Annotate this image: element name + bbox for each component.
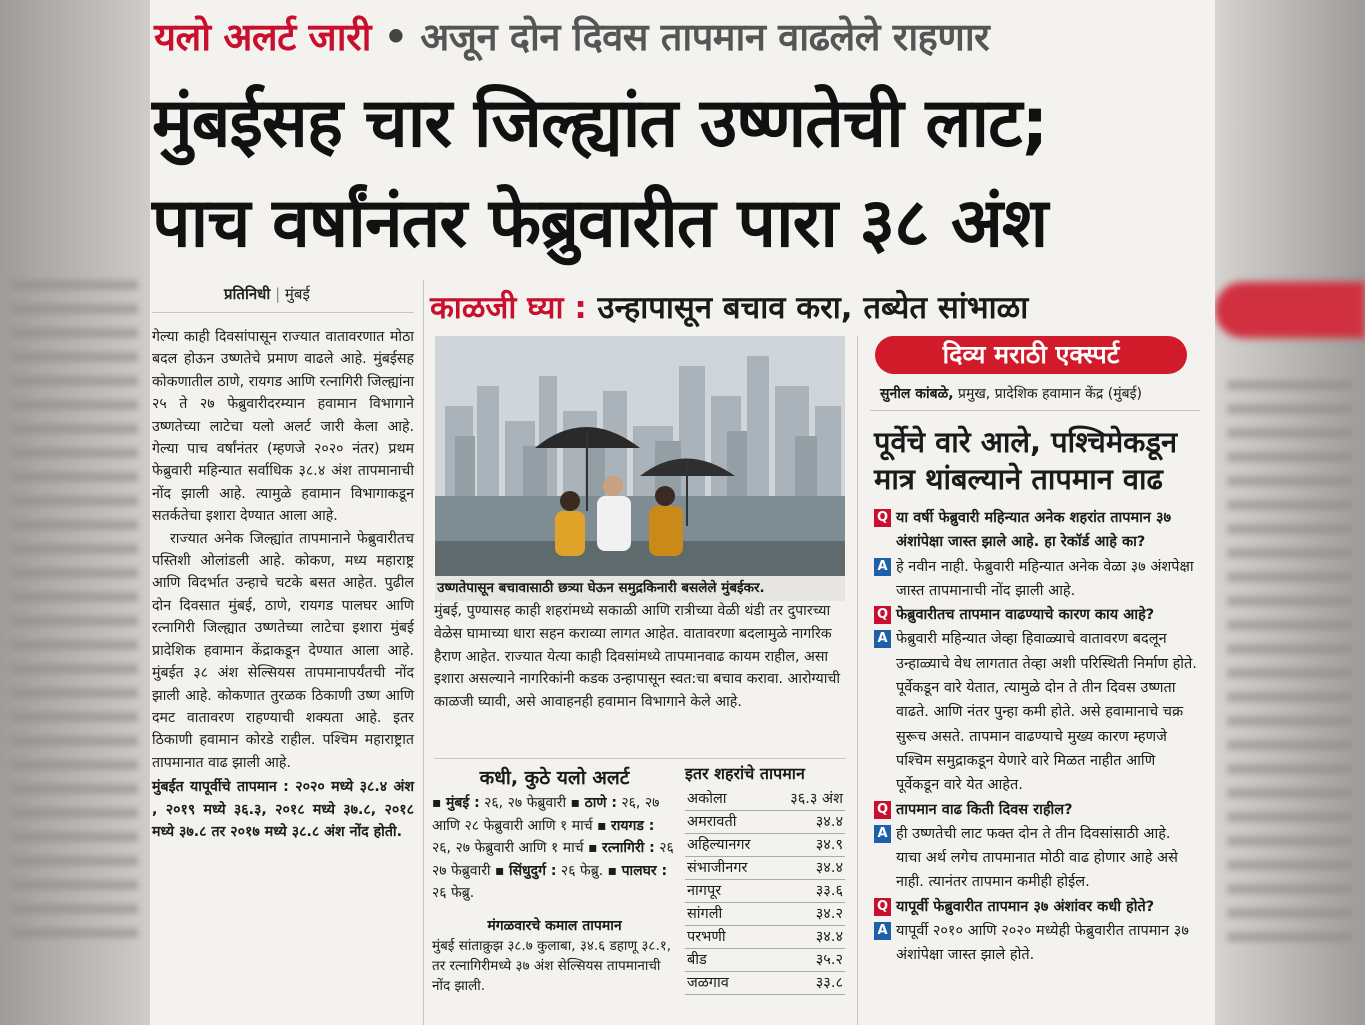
table-row [685,926,845,949]
kicker-line [154,10,989,62]
byline [224,284,310,304]
city-name: अहिल्यानगर [687,837,751,853]
answer-icon: A [874,630,891,648]
city-temp: ३३.६ [815,883,843,899]
city-temp: ३४.४ [815,814,843,830]
caution-text: उन्हापासून बचाव करा, तब्येत सांभाळा [597,290,1029,326]
city-temp: ३५.२ [815,952,843,968]
bullet-icon: ▪ [588,840,598,856]
headline [152,74,1048,274]
city-name: परभणी [687,929,726,945]
question-text: फेब्रुवारीतच तापमान वाढण्याचे कारण काय आहे? [896,607,1155,624]
answer [874,919,1199,968]
alert-place: ठाणे : [584,795,617,811]
bullet-icon: ▪ [570,795,581,811]
section-rule [434,758,846,759]
qa-list [874,506,1199,968]
question [874,506,1199,555]
expert-role: प्रमुख, प्रादेशिक हवामान केंद्र (मुंबई) [958,386,1142,402]
table-row [685,811,845,834]
yellow-alert-list [432,792,677,905]
answer-text: यापूर्वी २०१० आणि २०२० मध्येही फेब्रुवारीत तापमान ३७ अंशांपेक्षा जास्त झाले होते. [896,923,1189,964]
city-name: जळगाव [687,975,729,991]
tuesday-max-temp [432,916,677,996]
city-temp: ३४.९ [815,837,843,853]
city-table-title: इतर शहरांचे तापमान [685,764,805,783]
caution-story: मुंबई, पुण्यासह काही शहरांमध्ये सकाळी आणि रात्रीच्या वेळी थंडी तर दुपारच्या वेळेस घामाच्या धारा सहन कराव्या लागत आहेत. वातावरणा बदलामुळे नागरिक हैराण आहेत. राज्यात येत्या काही दिवसांमध्ये तापमानवाढ कायम राहील, असा इशारा असल्याने नागरिकांनी कडक उन्हापासून स्वत:चा बचाव करावा. आरोग्याची काळजी घ्यावी, असे आवाहनही हवामान विभागाने केले आहे. [434,603,841,711]
expert-name: सुनील कांबळे, [880,386,954,402]
city-name: बीड [687,952,707,968]
question-text: तापमान वाढ किती दिवस राहील? [896,801,1073,818]
city-temp: ३४.४ [815,860,843,876]
max-temp-title: मंगळवारचे कमाल तापमान [487,918,622,934]
city-temp: ३४.४ [815,929,843,945]
city-name: अमरावती [687,814,737,830]
table-row [685,949,845,972]
city-name: अकोला [687,791,727,807]
photo-caption: उष्णतेपासून बचावासाठी छत्र्या घेऊन समुद्रकिनारी बसलेले मुंबईकर. [435,576,845,601]
question-text: यापूर्वी फेब्रुवारीत तापमान ३७ अंशांवर कधी होते? [896,898,1155,915]
bullet-icon: ▪ [597,817,607,834]
alert-dates: २६, २७ फेब्रुवारी [484,795,567,811]
bullet-icon: ▪ [432,795,442,811]
question-text: या वर्षी फेब्रुवारी महिन्यात अनेक शहरांत तापमान ३७ अंशांपेक्षा जास्त झाले आहे. हा रेकॉर्ड आहे का? [896,510,1172,551]
byline-author: प्रतिनिधी [224,285,271,303]
table-row [685,972,845,995]
alert-dates: २६, २७ आणि २८ फेब्रुवारी आणि १ मार्च [432,795,660,834]
alert-dates: २६ फेब्रु. [432,885,475,901]
expert-badge: दिव्य मराठी एक्स्पर्ट [875,336,1187,374]
main-story [152,326,414,843]
main-story-paragraph-1: गेल्या काही दिवसांपासून राज्यात वातावरणात मोठा बदल होऊन उष्णतेचे प्रमाण वाढले आहे. मुंबईसह कोकणातील ठाणे, रायगड आणि रत्नागिरी जिल्ह्यांना २५ ते २७ फेब्रुवारीदरम्यान हवामान विभागाने उष्णतेच्या लाटेचा यलो अलर्ट जारी केला आहे. गेल्या पाच वर्षांनंतर (म्हणजे २०२० नंतर) प्रथम फेब्रुवारी महिन्यात सर्वाधिक ३८.४ अंश तापमानाची नोंद झाली आहे. त्यामुळे हवामान विभागाकडून सतर्कतेचा इशारा देण्यात आला आहे. [152,329,414,525]
city-temp: ३६.३ अंश [790,791,843,807]
question [874,603,1199,627]
question-icon: Q [874,606,891,624]
beach-umbrella-photo [435,336,845,576]
main-story-paragraph-2: राज्यात अनेक जिल्ह्यांत तापमानाने फेब्रुवारीतच पस्तिशी ओलांडली आहे. कोकण, मध्य महाराष्ट्र आणि विदर्भात उन्हाचे चटके बसत आहेत. पुढील दोन दिवसात मुंबई, ठाणे, रायगड पालघर आणि रत्नागिरी जिल्ह्यात उष्णतेच्या लाटेचा इशारा मुंबई प्रादेशिक हवामान केंद्राकडून देण्यात आला आहे. मुंबईत ३८ अंश सेल्सियस तापमानापर्यंतची नोंद झाली आहे. कोकणात तुरळक ठिकाणी उष्ण आणि दमट वातावरण राहण्याची शक्यता आहे. इतर ठिकाणी हवामान कोरडे राहील. पश्चिम महाराष्ट्रात तापमानात वाढ झाली आहे. [152,530,414,771]
caution-label: काळजी घ्या : [430,290,587,326]
qa-heading: पूर्वेचे वारे आले, पश्चिमेकडून मात्र थांबल्याने तापमान वाढ [874,425,1178,496]
byline-rule [152,312,414,313]
question-icon: Q [874,898,891,916]
alert-place: सिंधुदुर्ग : [508,862,557,879]
bullet-icon: ▪ [607,862,618,879]
table-row [685,834,845,857]
answer-text: ही उष्णतेची लाट फक्त दोन ते तीन दिवसांसाठी आहे. याचा अर्थ लगेच तापमानात मोठी वाढ होणार आहे असे नाही. त्यानंतर तापमान कमीही होईल. [896,825,1178,891]
question-icon: Q [874,801,891,819]
kicker-dot: • [383,15,408,59]
alert-place: रायगड : [611,817,655,834]
city-name: सांगली [687,906,723,922]
blurred-right-margin [1215,0,1365,1025]
city-temp: ३३.८ [815,975,843,991]
previous-temperatures-label: मुंबईत यापूर्वीचे तापमान : [152,779,289,796]
alert-item [432,795,566,811]
question-icon: Q [874,509,891,527]
city-name: संभाजीनगर [687,860,748,876]
city-temp: ३४.२ [815,906,843,922]
headline-line-2: पाच वर्षांनंतर फेब्रुवारीत पारा ३८ अंश [152,184,1048,263]
headline-line-1: मुंबईसह चार जिल्ह्यांत उष्णतेची लाट; [152,84,1048,163]
city-name: नागपूर [687,883,722,899]
table-row [685,880,845,903]
newspaper-clipping [150,0,1215,1025]
column-divider-1 [423,280,424,1025]
bullet-icon: ▪ [495,862,505,879]
expert-rule [870,410,1200,411]
caution-heading [430,286,1028,328]
blurred-left-margin [0,0,150,1025]
table-row [685,788,845,811]
answer-text: फेब्रुवारी महिन्यात जेव्हा हिवाळ्याचे वातावरण बदलून उन्हाळ्याचे वेध लागतात तेव्हा अशी परिस्थिती निर्माण होते. पूर्वेकडून वारे येतात, त्यामुळे दोन ते तीन दिवस उष्णता वाढते. आणि नंतर पुन्हा कमी होते. असे हवामानाचे चक्र सुरूच असते. तापमान वाढण्याचे मुख्य कारण म्हणजे पश्चिम समुद्राकडून येणारे वारे मिळत नाहीत आणि पूर्वेकडून वारे येत आहेत. [896,631,1197,794]
city-temperature-table [685,762,845,995]
expert-credit [880,384,1142,403]
answer-icon: A [874,825,891,843]
alert-dates: २६ फेब्रु. [560,862,604,879]
answer [874,822,1199,895]
question [874,895,1199,919]
answer-icon: A [874,558,891,576]
table-row [685,857,845,880]
alert-place: मुंबई : [445,795,480,811]
answer-text: हे नवीन नाही. फेब्रुवारी महिन्यात अनेक वेळा ३७ अंशपेक्षा जास्त तापमानाची नोंद झाली आहे. [896,558,1194,599]
answer [874,627,1199,797]
alert-dates: २६ २७ फेब्रुवारी [432,840,674,879]
kicker-subtext: अजून दोन दिवस तापमान वाढलेले राहणार [420,15,990,59]
table-row [685,903,845,926]
previous-temperatures-text: २०२० मध्ये ३८.४ अंश , २०१९ मध्ये ३६.३, २०१८ मध्ये ३७.८, २०१८ मध्ये ३७.८ तर २०१७ मध्ये ३८.८ अंश नोंद होती. [152,779,414,840]
question [874,798,1199,822]
alert-item [495,863,603,879]
byline-place: मुंबई [284,285,310,303]
answer [874,555,1199,604]
yellow-alert-box [432,760,677,905]
max-temp-text: मुंबई सांताक्रुझ ३८.७ कुलाबा, ३४.६ डहाणू ३८.१, तर रत्नागिरीमध्ये ३७ अंश सेल्सियस तापमानाची नोंद झाली. [432,938,672,994]
alert-place: रत्नागिरी : [602,840,655,856]
alert-place: पालघर : [621,862,668,879]
yellow-alert-title: कधी, कुठे यलो अलर्ट [479,767,630,789]
kicker-alert: यलो अलर्ट जारी [154,15,371,59]
previous-temperatures [152,776,414,843]
byline-separator: | [275,285,281,303]
column-divider-2 [857,336,858,1025]
answer-icon: A [874,922,891,940]
photo-illustration [435,336,845,576]
alert-dates: २६, २७ फेब्रुवारी आणि १ मार्च [432,840,584,856]
